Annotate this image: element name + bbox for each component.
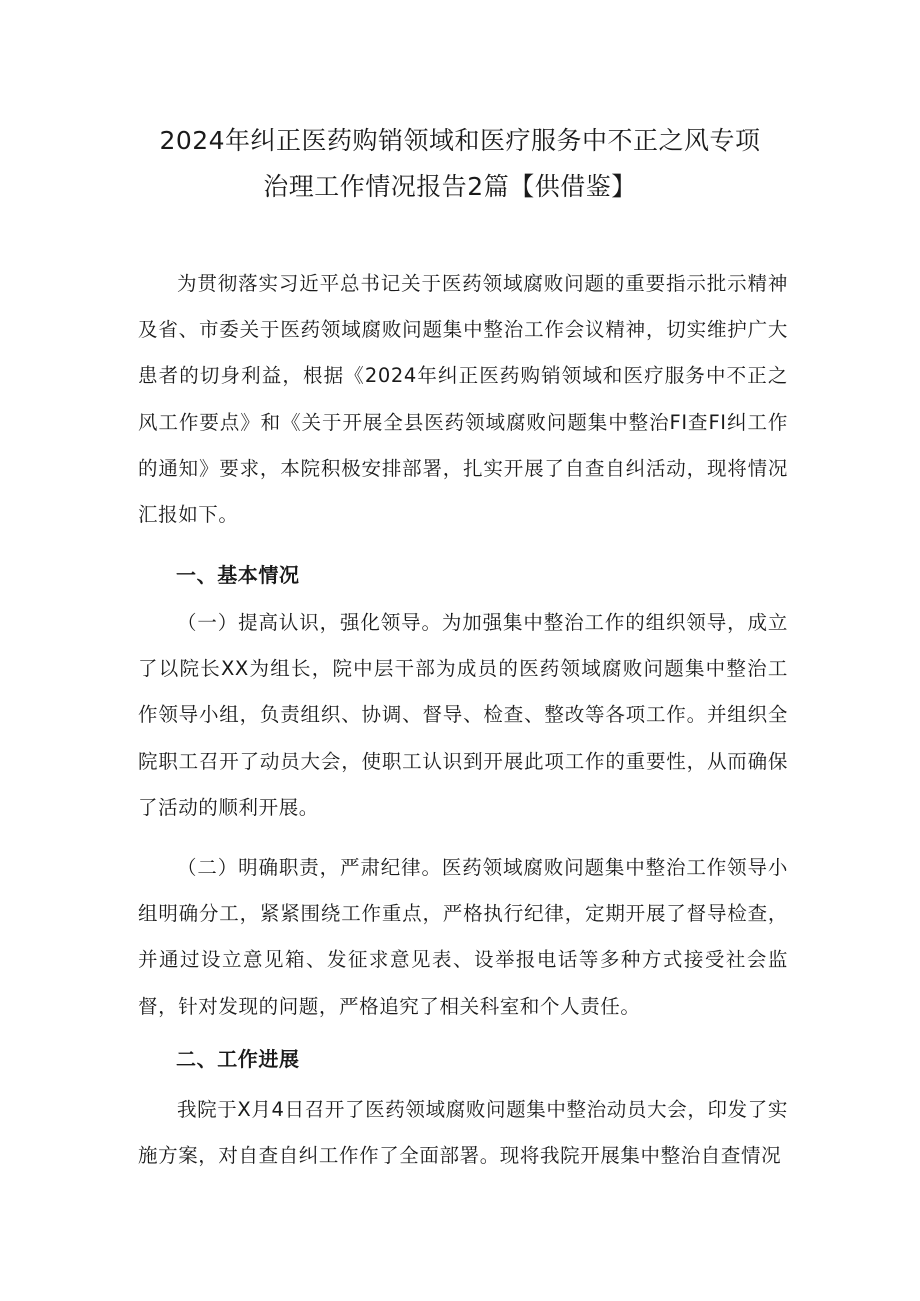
section1-item1-paragraph: （一）提高认识，强化领导。为加强集中整治工作的组织领导，成立了以院长XX为组长，院中层干部为成员的医药领域腐败问题集中整治工作领导小组，负责组织、协调、督导、检查、整改等各项工作。并组织全院职工召开了动员大会，使职工认识到开展此项工作的重要性，从而确保了活动的顺利开展。 xyxy=(138,611,788,819)
section1-item2-paragraph: （二）明确职责，严肃纪律。医药领域腐败问题集中整治工作领导小组明确分工，紧紧围绕工作重点，严格执行纪律，定期开展了督导检查，并通过设立意见箱、发征求意见表、设举报电话等多种方式接受社会监督，针对发现的问题，严格追究了相关科室和个人责任。 xyxy=(138,856,788,1018)
section-heading-basic-situation: 一、基本情况 xyxy=(176,563,300,587)
section2-intro-paragraph: 我院于X月4日召开了医药领域腐败问题集中整治动员大会，印发了实施方案，对自查自纠工作作了全面部署。现将我院开展集中整治自查情况 xyxy=(138,1098,788,1168)
section-heading-work-progress: 二、工作进展 xyxy=(176,1047,300,1071)
intro-paragraph: 为贯彻落实习近平总书记关于医药领域腐败问题的重要指示批示精神及省、市委关于医药领域腐败问题集中整治工作会议精神，切实维护广大患者的切身利益，根据《2024年纠正医药购销领域和医疗服务中不正之风工作要点》和《关于开展全县医药领域腐败问题集中整治FI查FI纠工作的通知》要求，本院积极安排部署，扎实开展了自查自纠活动，现将情况汇报如下。 xyxy=(138,272,788,527)
document-title-line-1: 2024年纠正医药购销领域和医疗服务中不正之风专项 xyxy=(159,126,761,155)
document-title-line-2: 治理工作情况报告2篇【供借鉴】 xyxy=(263,172,637,201)
